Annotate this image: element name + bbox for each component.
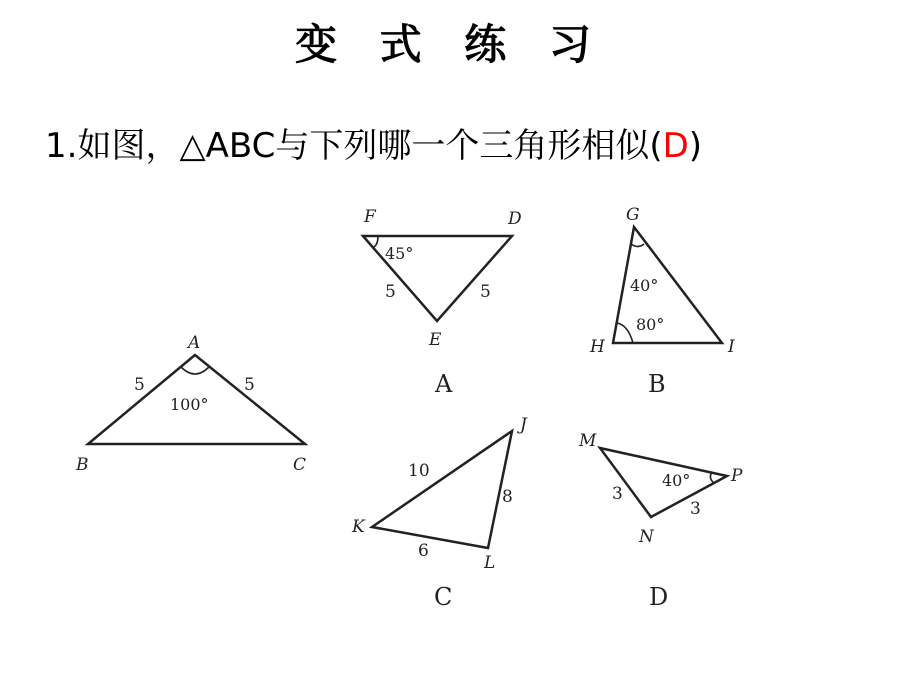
vertex-j-label: J	[520, 415, 527, 435]
triangle-fde	[363, 207, 522, 398]
side-kj-label: 10	[408, 461, 430, 481]
triangle-mnp	[578, 431, 743, 611]
question-answer: D	[662, 126, 689, 166]
option-c-label: C	[434, 583, 453, 611]
option-d-label: D	[649, 583, 669, 611]
vertex-c-label: C	[293, 455, 307, 475]
vertex-e-label: E	[429, 330, 442, 350]
vertex-p-label: P	[731, 466, 743, 486]
vertex-n-label: N	[639, 527, 654, 547]
angle-h-label: 80°	[636, 315, 665, 334]
side-ab-label: 5	[134, 375, 145, 395]
triangle-jkl-shape	[372, 431, 512, 548]
side-fe-label: 5	[385, 282, 396, 302]
question-number: 1.	[45, 126, 78, 166]
question-body: 如图，△ABC与下列哪一个三角形相似(	[77, 126, 663, 166]
side-mn-label: 3	[612, 484, 623, 504]
vertex-g-label: G	[626, 205, 640, 225]
angle-g-arc	[631, 244, 644, 247]
angle-g-label: 40°	[630, 276, 659, 295]
side-np-label: 3	[690, 499, 701, 519]
question-close: )	[688, 126, 703, 166]
vertex-m-label: M	[579, 431, 597, 451]
side-jl-label: 8	[502, 487, 513, 507]
vertex-l-label: L	[484, 553, 496, 573]
option-b-label: B	[648, 370, 666, 398]
angle-f-label: 45°	[385, 244, 414, 263]
side-ac-label: 5	[244, 375, 255, 395]
side-kl-label: 6	[418, 541, 429, 561]
angle-h-arc	[617, 323, 633, 343]
vertex-a-label: A	[188, 333, 201, 353]
vertex-i-label: I	[728, 337, 735, 357]
angle-a-label: 100°	[170, 395, 209, 414]
vertex-b-label: B	[76, 455, 89, 475]
triangle-ghi	[589, 205, 735, 398]
triangle-jkl	[351, 415, 528, 611]
angle-p-label: 40°	[662, 471, 691, 490]
option-a-label: A	[435, 370, 453, 398]
vertex-f-label: F	[364, 207, 376, 227]
slide-title: 变 式 练 习	[295, 20, 605, 69]
side-de-label: 5	[480, 282, 491, 302]
vertex-d-label: D	[508, 209, 522, 229]
angle-a-arc	[181, 367, 209, 374]
triangle-abc	[75, 333, 306, 475]
vertex-h-label: H	[590, 337, 605, 357]
vertex-k-label: K	[352, 517, 365, 537]
